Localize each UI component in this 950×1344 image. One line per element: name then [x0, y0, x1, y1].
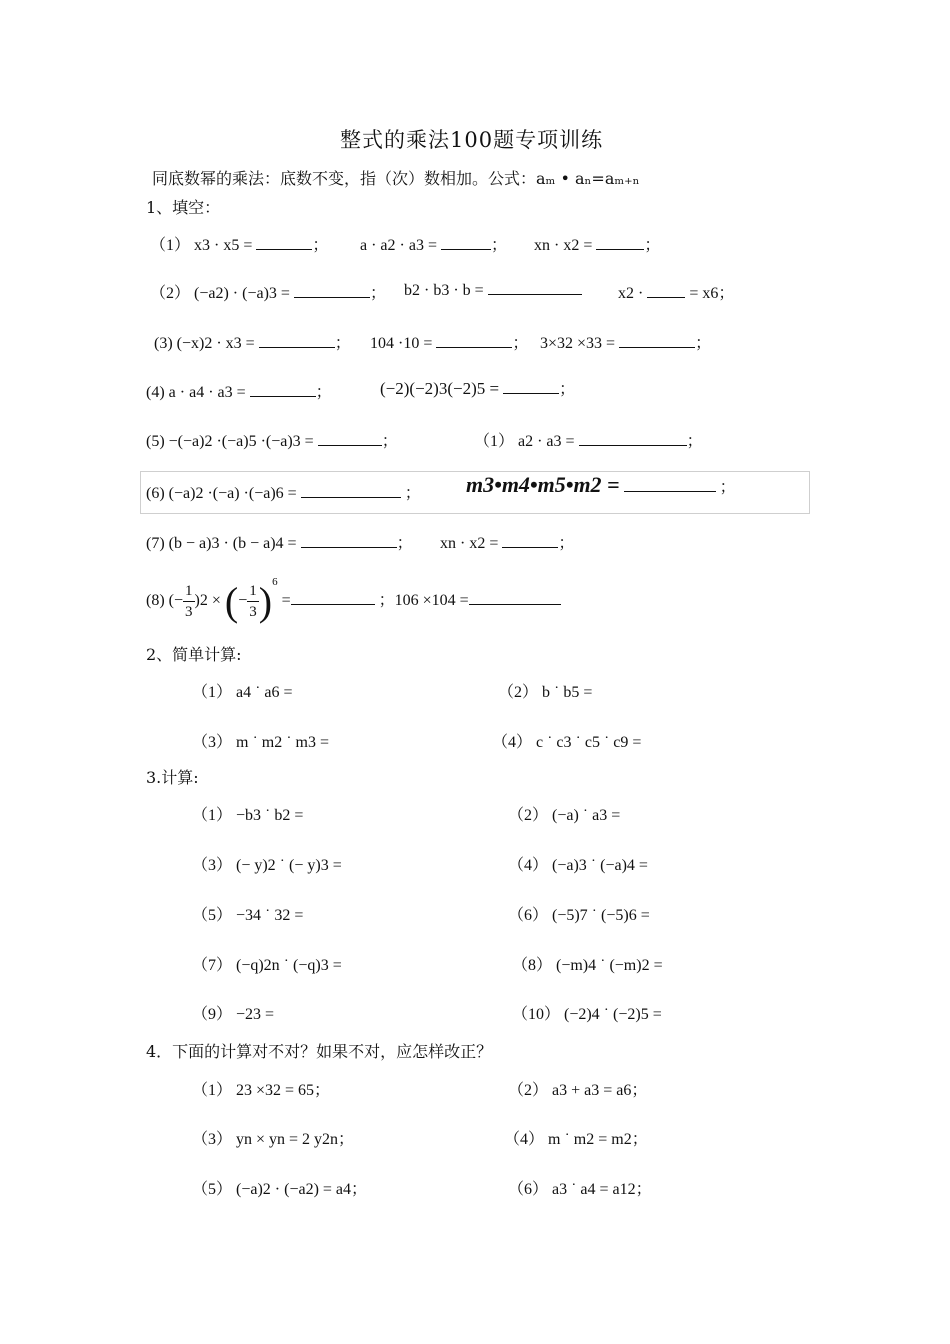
- calc3-item-4: （4） (−a)3 ˙ (−a)4 =: [508, 857, 648, 874]
- answer-blank[interactable]: [647, 283, 685, 298]
- numerator: 1: [183, 581, 195, 602]
- row-label: (5): [146, 433, 165, 450]
- answer-blank[interactable]: [579, 431, 687, 446]
- answer-blank[interactable]: [250, 382, 316, 397]
- check-item-2: （2） a3 + a3 = a6；: [508, 1082, 648, 1099]
- expr: （1） a2 · a3 =: [474, 433, 575, 450]
- page-title: 整式的乘法100题专项训练: [340, 128, 604, 152]
- section3-heading: 3.计算:: [146, 768, 199, 787]
- answer-blank[interactable]: [318, 431, 382, 446]
- fraction-one-third: [183, 581, 195, 622]
- answer-blank[interactable]: [301, 483, 401, 498]
- expr: (−: [168, 592, 184, 610]
- calc2-item-1: （1） a4 ˙ a6 =: [192, 684, 293, 701]
- expr: (−a2) · (−a)3 =: [194, 285, 290, 302]
- fill-row-1b: a · a2 · a3 = ；: [360, 237, 507, 254]
- fill-row-5: (5) −(−a)2 ·(−a)5 ·(−a)3 = ；: [146, 433, 398, 450]
- expr: (−2)(−2)3(−2)5 =: [380, 379, 500, 398]
- fill-row-1c: xn · x2 = ；: [534, 237, 661, 254]
- expr: (−a)2 ·(−a) ·(−a)6 =: [168, 485, 297, 502]
- expr: a · a4 · a3 =: [168, 384, 246, 401]
- answer-blank[interactable]: [436, 333, 512, 348]
- intro-text: 同底数幂的乘法：底数不变，指（次）数相加。公式：aₘ • aₙ=aₘ₊ₙ: [152, 169, 640, 188]
- answer-blank[interactable]: [503, 379, 559, 394]
- answer-blank[interactable]: [301, 533, 397, 548]
- check-item-4: （4） m ˙ m2 = m2；: [504, 1131, 648, 1148]
- calc2-item-3: （3） m ˙ m2 ˙ m3 =: [192, 734, 330, 751]
- answer-blank[interactable]: [294, 283, 370, 298]
- fraction-one-third: [247, 581, 259, 622]
- fill-row-3c: 3×32 ×33 = ；: [540, 335, 712, 352]
- answer-blank[interactable]: [469, 590, 561, 605]
- check-item-1: （1） 23 ×32 = 65；: [192, 1082, 331, 1099]
- right-paren: ): [258, 579, 273, 624]
- fill-row-3: (3) (−x)2 · x3 = ；: [154, 335, 351, 352]
- fill-row-2b: [404, 280, 582, 300]
- expr: a · a2 · a3 =: [360, 237, 437, 254]
- expr: )2 ×: [194, 592, 221, 610]
- calc3-item-1: （1） −b3 ˙ b2 =: [192, 807, 304, 824]
- fill-row-8: [146, 578, 561, 625]
- minus-sign: −: [238, 592, 248, 610]
- expr: (−x)2 · x3 =: [176, 335, 255, 352]
- fill-row-6b: [466, 472, 736, 498]
- row-label: (6): [146, 485, 165, 502]
- fill-row-6: [146, 480, 421, 503]
- fill-row-1: （1） x3 · x5 = ；: [150, 237, 329, 254]
- calc3-item-2: （2） (−a) ˙ a3 =: [508, 807, 621, 824]
- expr: −(−a)2 ·(−a)5 ·(−a)3 =: [168, 433, 314, 450]
- section1-heading: 1、填空：: [146, 198, 221, 217]
- section2-heading: 2、简单计算:: [146, 645, 242, 664]
- expr: 3×32 ×33 =: [540, 335, 616, 352]
- fill-row-2: （2） (−a2) · (−a)3 = ；: [150, 285, 386, 302]
- fill-row-4b: (−2)(−2)3(−2)5 = ；: [380, 379, 576, 398]
- answer-blank[interactable]: [441, 235, 491, 250]
- fill-row-7: (7) (b − a)3 · (b − a)4 = ；: [146, 535, 413, 552]
- numerator: 1: [247, 581, 259, 602]
- expr: b2 · b3 · b =: [404, 282, 484, 299]
- calc2-item-4: （4） c ˙ c3 ˙ c5 ˙ c9 =: [492, 734, 642, 751]
- calc3-item-10: （10） (−2)4 ˙ (−2)5 =: [512, 1006, 662, 1023]
- expr: (b − a)3 · (b − a)4 =: [168, 535, 297, 552]
- fill-row-5b: （1） a2 · a3 = ；: [474, 433, 703, 450]
- calc3-item-8: （8） (−m)4 ˙ (−m)2 =: [512, 957, 663, 974]
- expr: x2 ·: [618, 285, 644, 302]
- answer-blank[interactable]: [259, 333, 335, 348]
- answer-blank[interactable]: [502, 533, 558, 548]
- row-label: （1）: [150, 237, 191, 254]
- row-label: (4): [146, 384, 165, 401]
- answer-blank[interactable]: [596, 235, 644, 250]
- equals: =: [281, 592, 291, 610]
- answer-blank[interactable]: [256, 235, 312, 250]
- answer-blank[interactable]: [619, 333, 695, 348]
- expr: = x6；: [689, 285, 735, 302]
- row-label: (7): [146, 535, 165, 552]
- expr: xn · x2 =: [440, 535, 499, 552]
- expr: ；106 ×104 =: [378, 592, 469, 610]
- row-label: (3): [154, 335, 173, 352]
- expr: m3•m4•m5•m2 =: [466, 472, 620, 497]
- calc3-item-6: （6） (−5)7 ˙ (−5)6 =: [508, 907, 650, 924]
- answer-blank[interactable]: [488, 280, 582, 295]
- row-label: (8): [146, 592, 165, 610]
- separator: ；: [719, 479, 736, 496]
- calc3-item-3: （3） (− y)2 ˙ (− y)3 =: [192, 857, 342, 874]
- fill-row-4: (4) a · a4 · a3 = ；: [146, 384, 332, 401]
- fill-row-2c: [618, 280, 734, 303]
- expr: xn · x2 =: [534, 237, 593, 254]
- calc3-item-5: （5） −34 ˙ 32 =: [192, 907, 304, 924]
- row-label: （2）: [150, 285, 191, 302]
- expr: 104 ·10 =: [370, 335, 433, 352]
- separator: ；: [404, 485, 421, 502]
- check-item-5: （5） (−a)2 · (−a2) = a4；: [192, 1181, 368, 1198]
- left-paren: (: [224, 579, 239, 624]
- expr: x3 · x5 =: [194, 237, 253, 254]
- calc3-item-9: （9） −23 =: [192, 1006, 275, 1023]
- calc3-item-7: （7） (−q)2n ˙ (−q)3 =: [192, 957, 342, 974]
- section4-heading: 4．下面的计算对不对？如果不对，应怎样改正？: [146, 1042, 493, 1061]
- fill-row-7b: xn · x2 = ；: [440, 535, 575, 552]
- fill-row-3b: 104 ·10 = ；: [370, 335, 529, 352]
- denominator: 3: [185, 604, 193, 620]
- denominator: 3: [249, 604, 257, 620]
- check-item-6: （6） a3 ˙ a4 = a12；: [508, 1181, 652, 1198]
- check-item-3: （3） yn × yn = 2 y2n；: [192, 1131, 355, 1148]
- calc2-item-2: （2） b ˙ b5 =: [498, 684, 593, 701]
- exponent: 6: [272, 576, 278, 588]
- answer-blank[interactable]: [291, 590, 375, 605]
- answer-blank[interactable]: [624, 477, 716, 492]
